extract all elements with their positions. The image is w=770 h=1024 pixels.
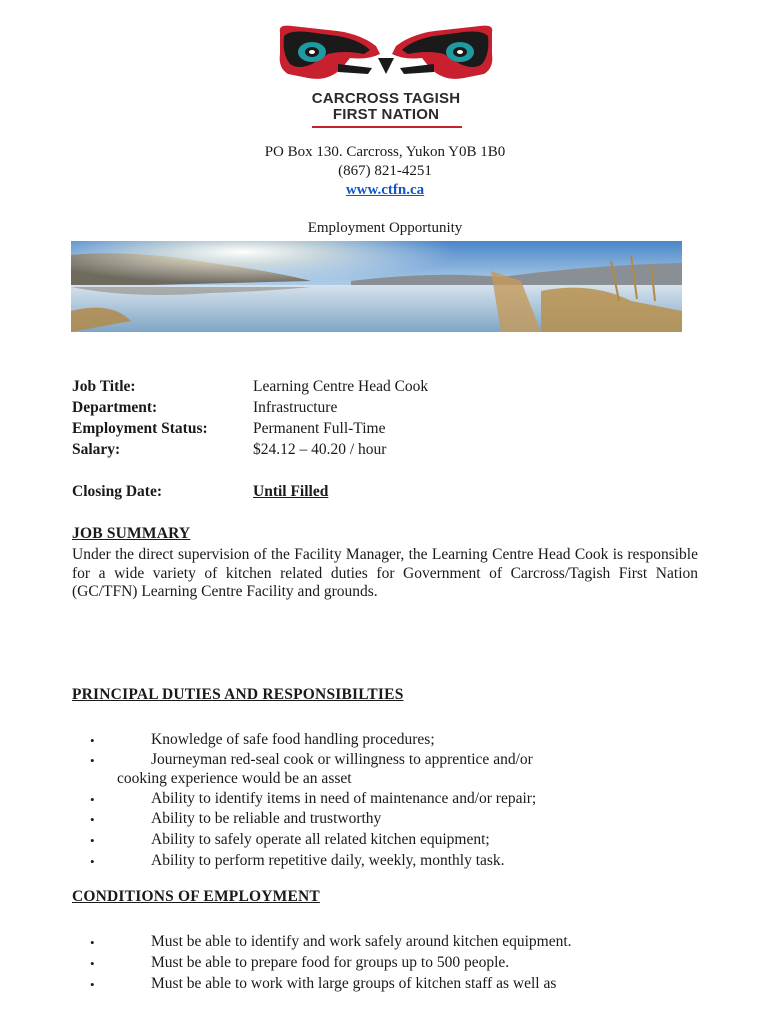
- bullet: •: [90, 753, 95, 768]
- bullet: •: [90, 977, 95, 992]
- phone: (867) 821-4251: [338, 163, 432, 179]
- job-summary-heading: JOB SUMMARY: [72, 525, 191, 542]
- duty-item: Ability to identify items in need of maintenance and/or repair;: [151, 790, 537, 807]
- duty-item-continued: cooking experience would be an asset: [117, 770, 352, 787]
- employment-status-label: Employment Status:: [72, 420, 208, 437]
- bullet: •: [90, 733, 95, 748]
- condition-item: Must be able to work with large groups of kitchen staff as well as: [151, 975, 557, 992]
- conditions-heading: CONDITIONS OF EMPLOYMENT: [72, 888, 320, 905]
- condition-item: Must be able to identify and work safely around kitchen equipment.: [151, 933, 572, 950]
- salary-label: Salary:: [72, 441, 121, 458]
- logo-divider: [312, 126, 462, 128]
- website-line: [0, 182, 770, 199]
- formline-eagle-logo-icon: [268, 24, 504, 90]
- bullet: •: [90, 854, 95, 869]
- duty-item: Ability to be reliable and trustworthy: [151, 810, 382, 827]
- job-title-label: Job Title:: [72, 378, 136, 395]
- bullet: •: [90, 833, 95, 848]
- organization-logo: [268, 24, 504, 134]
- document-type: Employment Opportunity: [307, 220, 463, 236]
- job-summary-text: Under the direct supervision of the Facility Manager, the Learning Centre Head Cook is responsible for a wide variety of kitchen related duties for Government of Carcross/Tagish First Nation (GC/TFN) Learning Centre Facility and grounds.: [72, 546, 698, 600]
- lake-landscape-photo: [71, 241, 682, 332]
- bullet: •: [90, 935, 95, 950]
- duty-item: Ability to perform repetitive daily, weekly, monthly task.: [151, 852, 505, 869]
- org-name-line2: FIRST NATION: [332, 106, 440, 123]
- duty-item: Journeyman red-seal cook or willingness to apprentice and/or: [151, 751, 533, 768]
- department-value: Infrastructure: [253, 399, 338, 416]
- duties-heading: PRINCIPAL DUTIES AND RESPONSIBILTIES: [72, 686, 404, 703]
- employment-status-value: Permanent Full-Time: [253, 420, 386, 437]
- website-link[interactable]: www.ctfn.ca: [345, 182, 425, 198]
- duty-item: Knowledge of safe food handling procedures;: [151, 731, 435, 748]
- salary-value: $24.12 – 40.20 / hour: [253, 441, 387, 458]
- bullet: •: [90, 956, 95, 971]
- bullet: •: [90, 812, 95, 827]
- duty-item: Ability to safely operate all related kitchen equipment;: [151, 831, 490, 848]
- condition-item: Must be able to prepare food for groups up to 500 people.: [151, 954, 510, 971]
- address: PO Box 130. Carcross, Yukon Y0B 1B0: [264, 144, 506, 160]
- department-label: Department:: [72, 399, 158, 416]
- org-name-line1: CARCROSS TAGISH: [311, 90, 461, 107]
- closing-date-value: Until Filled: [253, 483, 329, 500]
- bullet: •: [90, 792, 95, 807]
- closing-date-label: Closing Date:: [72, 483, 162, 500]
- job-title-value: Learning Centre Head Cook: [253, 378, 429, 395]
